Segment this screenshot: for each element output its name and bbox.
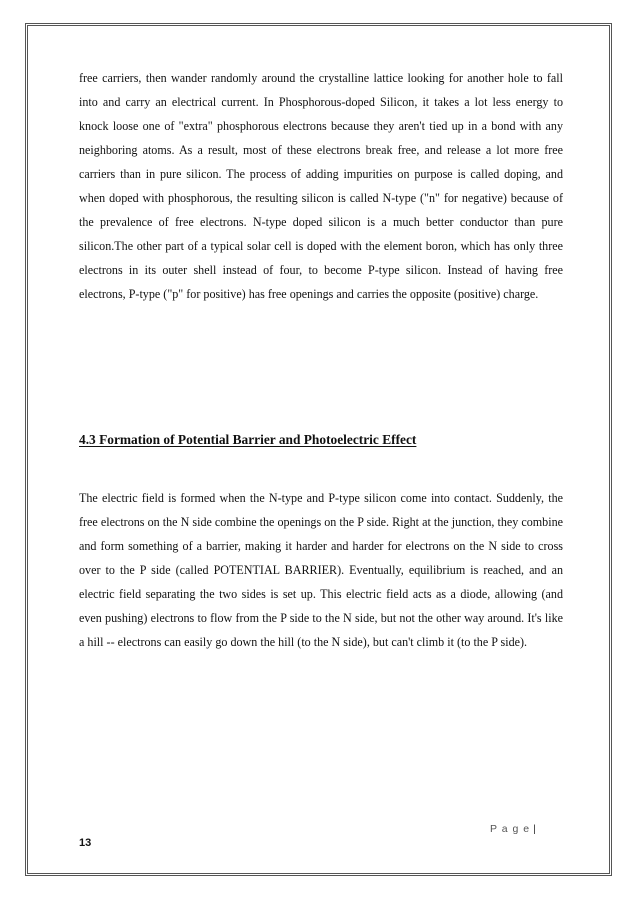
section-heading: 4.3 Formation of Potential Barrier and Photoelectric Effect [79,432,417,447]
footer-page-number: 13 [79,837,92,849]
footer-page-label [490,823,537,835]
page-label-text: P a g e [490,823,531,835]
body-paragraph-2: The electric field is formed when the N-type and P-type silicon come into contact. Suddenly, the free electrons on the N side combine the openings on the P side. Right at the junction, they combine and form something of a barrier, making it harder and harder for electrons on the N side to cross over to the P side (called POTENTIAL BARRIER). Eventually, equilibrium is reached, and an electric field separating the two sides is set up. This electric field acts as a diode, allowing (and even pushing) electrons to flow from the P side to the N side, but not the other way around. It's like a hill -- electrons can easily go down the hill (to the N side), but can't climb it (to the P side). [79,491,563,649]
page-label-separator: | [533,823,537,835]
body-paragraph-1: free carriers, then wander randomly around the crystalline lattice looking for another hole to fall into and carry an electrical current. In Phosphorous-doped Silicon, it takes a lot less energy to knock loose one of "extra" phosphorous electrons because they aren't tied up in a bond with any neighboring atoms. As a result, most of these electrons break free, and release a lot more free carriers than in pure silicon. The process of adding impurities on purpose is called doping, and when doped with phosphorous, the resulting silicon is called N-type ("n" for negative) because of the prevalence of free electrons. N-type doped silicon is a much better conductor than pure silicon.The other part of a typical solar cell is doped with the element boron, which has only three electrons in its outer shell instead of four, to become P-type silicon. Instead of having free electrons, P-type ("p" for positive) has free openings and carries the opposite (positive) charge. [79,71,563,301]
